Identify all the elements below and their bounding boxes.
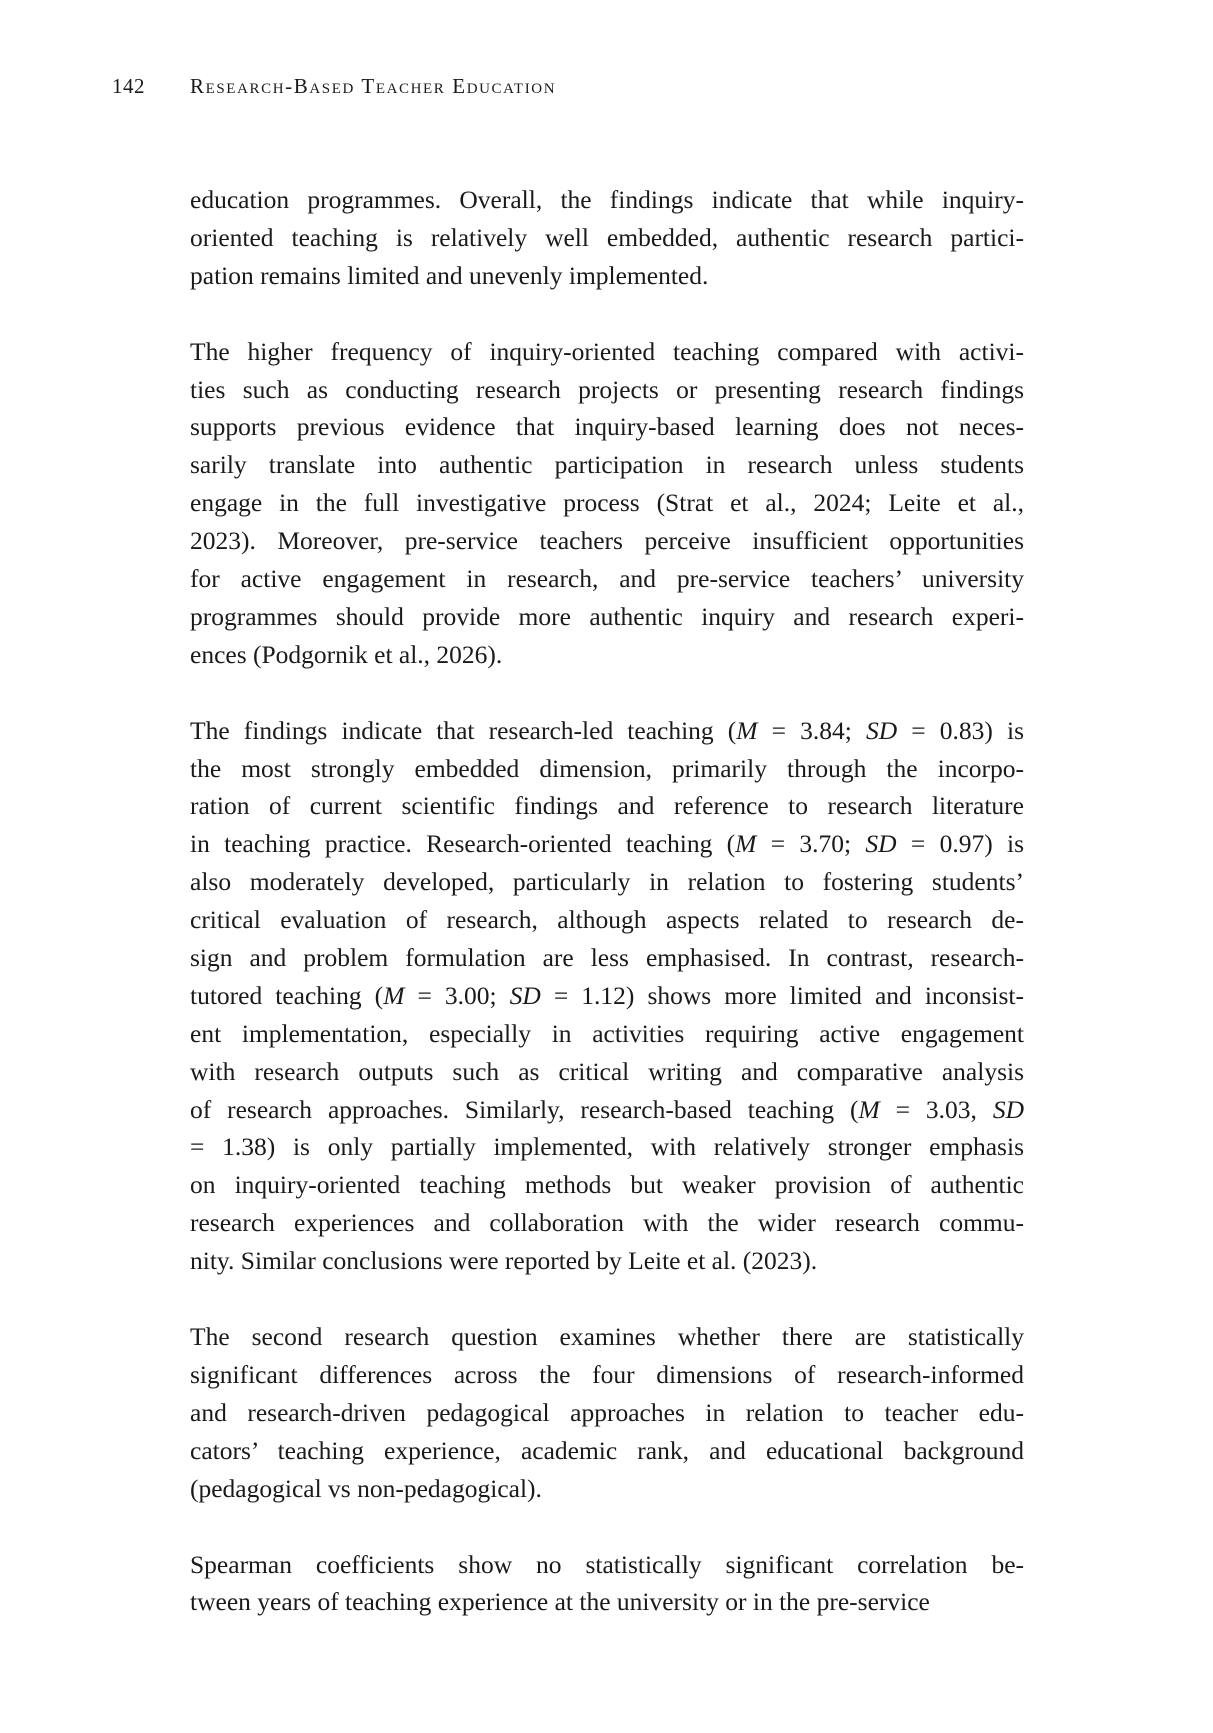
paragraph-gap <box>190 1280 1024 1318</box>
text-line: ration of current scientific findings and reference to research literature <box>190 791 1024 821</box>
text-line: The higher frequency of inquiry-oriented teaching compared with activi- <box>190 336 1024 366</box>
text-line: programmes should provide more authentic inquiry and research experi- <box>190 601 1024 631</box>
text-line: (pedagogical vs non-pedagogical). <box>190 1473 542 1503</box>
paragraph <box>190 1318 1024 1507</box>
text-line: significant differences across the four dimensions of research-informed <box>190 1359 1024 1389</box>
body-text <box>190 181 1024 1621</box>
paragraph <box>190 333 1024 674</box>
text-line: cators’ teaching experience, academic rank, and educational background <box>190 1435 1024 1465</box>
paragraph <box>190 1546 1024 1622</box>
text-line: on inquiry-oriented teaching methods but weaker provision of authentic <box>190 1170 1024 1200</box>
text-line: sarily translate into authentic participation in research unless students <box>190 450 1024 480</box>
text-line: research experiences and collaboration with the wider research commu- <box>190 1208 1024 1238</box>
text-line: and research-driven pedagogical approaches in relation to teacher edu- <box>190 1397 1024 1427</box>
paragraph-gap <box>190 674 1024 712</box>
running-title: Research-Based Teacher Education <box>190 74 557 98</box>
paragraph <box>190 181 1024 295</box>
text-line: ent implementation, especially in activities requiring active engagement <box>190 1018 1024 1048</box>
paragraph-gap <box>190 1508 1024 1546</box>
text-line: nity. Similar conclusions were reported by Leite et al. (2023). <box>190 1246 818 1276</box>
text-line: education programmes. Overall, the findings indicate that while inquiry- <box>190 185 1024 214</box>
paragraph <box>190 712 1024 1280</box>
paragraph-gap <box>190 295 1024 333</box>
text-line: with research outputs such as critical writing and comparative analysis <box>190 1056 1024 1086</box>
text-line: for active engagement in research, and pre-service teachers’ university <box>190 564 1024 594</box>
text-line: pation remains limited and unevenly implemented. <box>190 260 709 290</box>
text-line: 2023). Moreover, pre-service teachers perceive insufficient opportunities <box>190 526 1024 556</box>
text-line: critical evaluation of research, although aspects related to research de- <box>190 905 1024 935</box>
text-line: in teaching practice. Research-oriented teaching (M = 3.70; SD = 0.97) is <box>190 829 1024 859</box>
text-line: sign and problem formulation are less emphasised. In contrast, research- <box>190 943 1024 973</box>
running-head <box>112 74 556 99</box>
text-line: ences (Podgornik et al., 2026). <box>190 639 503 669</box>
text-line: tutored teaching (M = 3.00; SD = 1.12) shows more limited and inconsist- <box>190 980 1024 1010</box>
text-line: oriented teaching is relatively well embedded, authentic research partici- <box>190 222 1024 252</box>
text-line: engage in the full investigative process (Strat et al., 2024; Leite et al., <box>190 488 1024 518</box>
text-line: The findings indicate that research-led teaching (M = 3.84; SD = 0.83) is <box>190 715 1024 745</box>
text-line: the most strongly embedded dimension, primarily through the incorpo- <box>190 753 1024 783</box>
text-line: = 1.38) is only partially implemented, with relatively stronger emphasis <box>190 1132 1024 1162</box>
text-line: tween years of teaching experience at the university or in the pre-service <box>190 1587 930 1617</box>
text-line: supports previous evidence that inquiry-based learning does not neces- <box>190 412 1024 442</box>
text-line: of research approaches. Similarly, research-based teaching (M = 3.03, SD <box>190 1094 1024 1124</box>
text-line: also moderately developed, particularly in relation to fostering students’ <box>190 867 1024 897</box>
page-number: 142 <box>112 74 145 98</box>
text-line: ties such as conducting research projects or presenting research findings <box>190 374 1024 404</box>
text-line: The second research question examines whether there are statistically <box>190 1322 1024 1352</box>
text-line: Spearman coefficients show no statistically significant correlation be- <box>190 1549 1024 1579</box>
